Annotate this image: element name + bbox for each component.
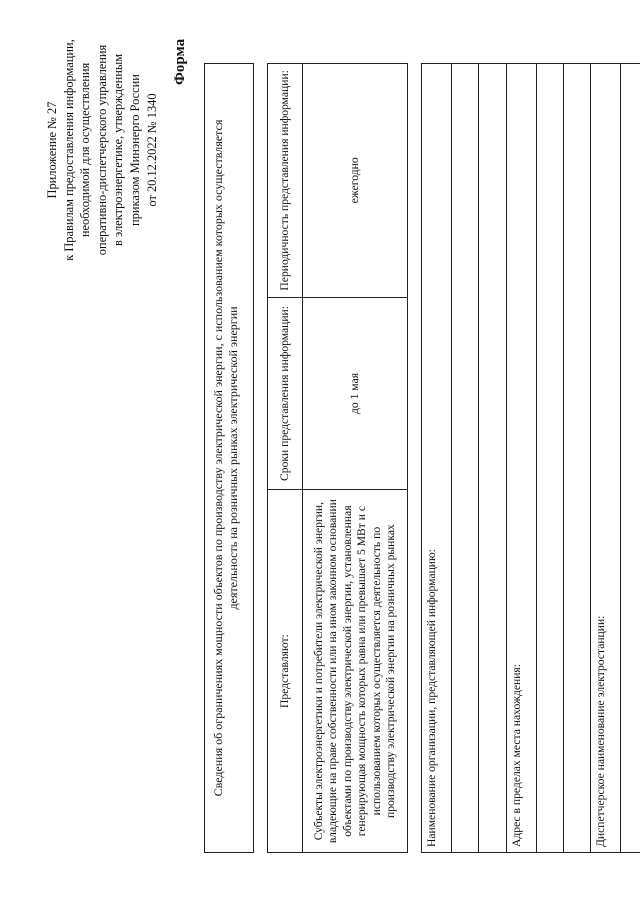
header-frequency: Периодичность представления информации: — [268, 64, 303, 298]
field-row — [591, 64, 621, 853]
header-who: Представляют: — [268, 490, 303, 853]
field-row — [563, 64, 590, 853]
appendix-block — [44, 27, 160, 273]
appendix-line: от 20.12.2022 № 1340 — [144, 93, 159, 207]
appendix-line: в электроэнергетике, утвержденным — [111, 53, 126, 247]
reporting-info-table — [267, 63, 408, 853]
appendix-line: необходимой для осуществления — [78, 62, 93, 238]
appendix-line: Приложение № 27 — [45, 101, 59, 199]
address-label: Адрес в пределах места нахождения: — [506, 64, 536, 853]
organization-fields-table — [421, 63, 640, 853]
field-row — [621, 64, 640, 853]
org-name-input-line[interactable] — [452, 64, 479, 853]
cell-deadline: до 1 мая — [303, 297, 408, 490]
header-deadline: Сроки представления информации: — [268, 297, 303, 490]
document-title — [204, 63, 254, 853]
title-line-2: деятельность на розничных рынках электрической энергии — [226, 306, 240, 610]
field-row — [422, 64, 452, 853]
field-row — [536, 64, 563, 853]
cell-frequency: ежегодно — [303, 64, 408, 298]
table-header-row — [268, 64, 303, 853]
appendix-line: оперативно-диспетчерского управления — [94, 44, 109, 256]
form-label: Форма — [172, 38, 188, 85]
dispatch-name-input-line[interactable] — [621, 64, 640, 853]
address-input-line[interactable] — [536, 64, 563, 853]
table-row — [303, 64, 408, 853]
org-name-label: Наименование организации, представляющей информацию: — [422, 64, 452, 853]
field-row — [506, 64, 536, 853]
appendix-line: к Правилам предоставления информации, — [61, 39, 76, 261]
dispatch-name-label: Диспетчерское наименование электростанции: — [591, 64, 621, 853]
field-row — [452, 64, 479, 853]
org-name-input-line[interactable] — [479, 64, 506, 853]
title-line-1: Сведения об ограничениях мощности объектов по производству электрической энергии, с использованием которых осуществляется — [211, 119, 225, 797]
field-row — [479, 64, 506, 853]
appendix-line: приказом Минэнерго России — [127, 74, 142, 226]
address-input-line[interactable] — [563, 64, 590, 853]
cell-who: Субъекты электроэнергетики и потребители электрической энергии, владеющие на праве собственности или на ином законном основании объектами по производству электрической энергии, установленная генерирующая мощность которых равна или превышает 5 МВт и с использованием которых осуществляется деятельность по производству электрической энергии на розничных рынках — [303, 490, 408, 853]
